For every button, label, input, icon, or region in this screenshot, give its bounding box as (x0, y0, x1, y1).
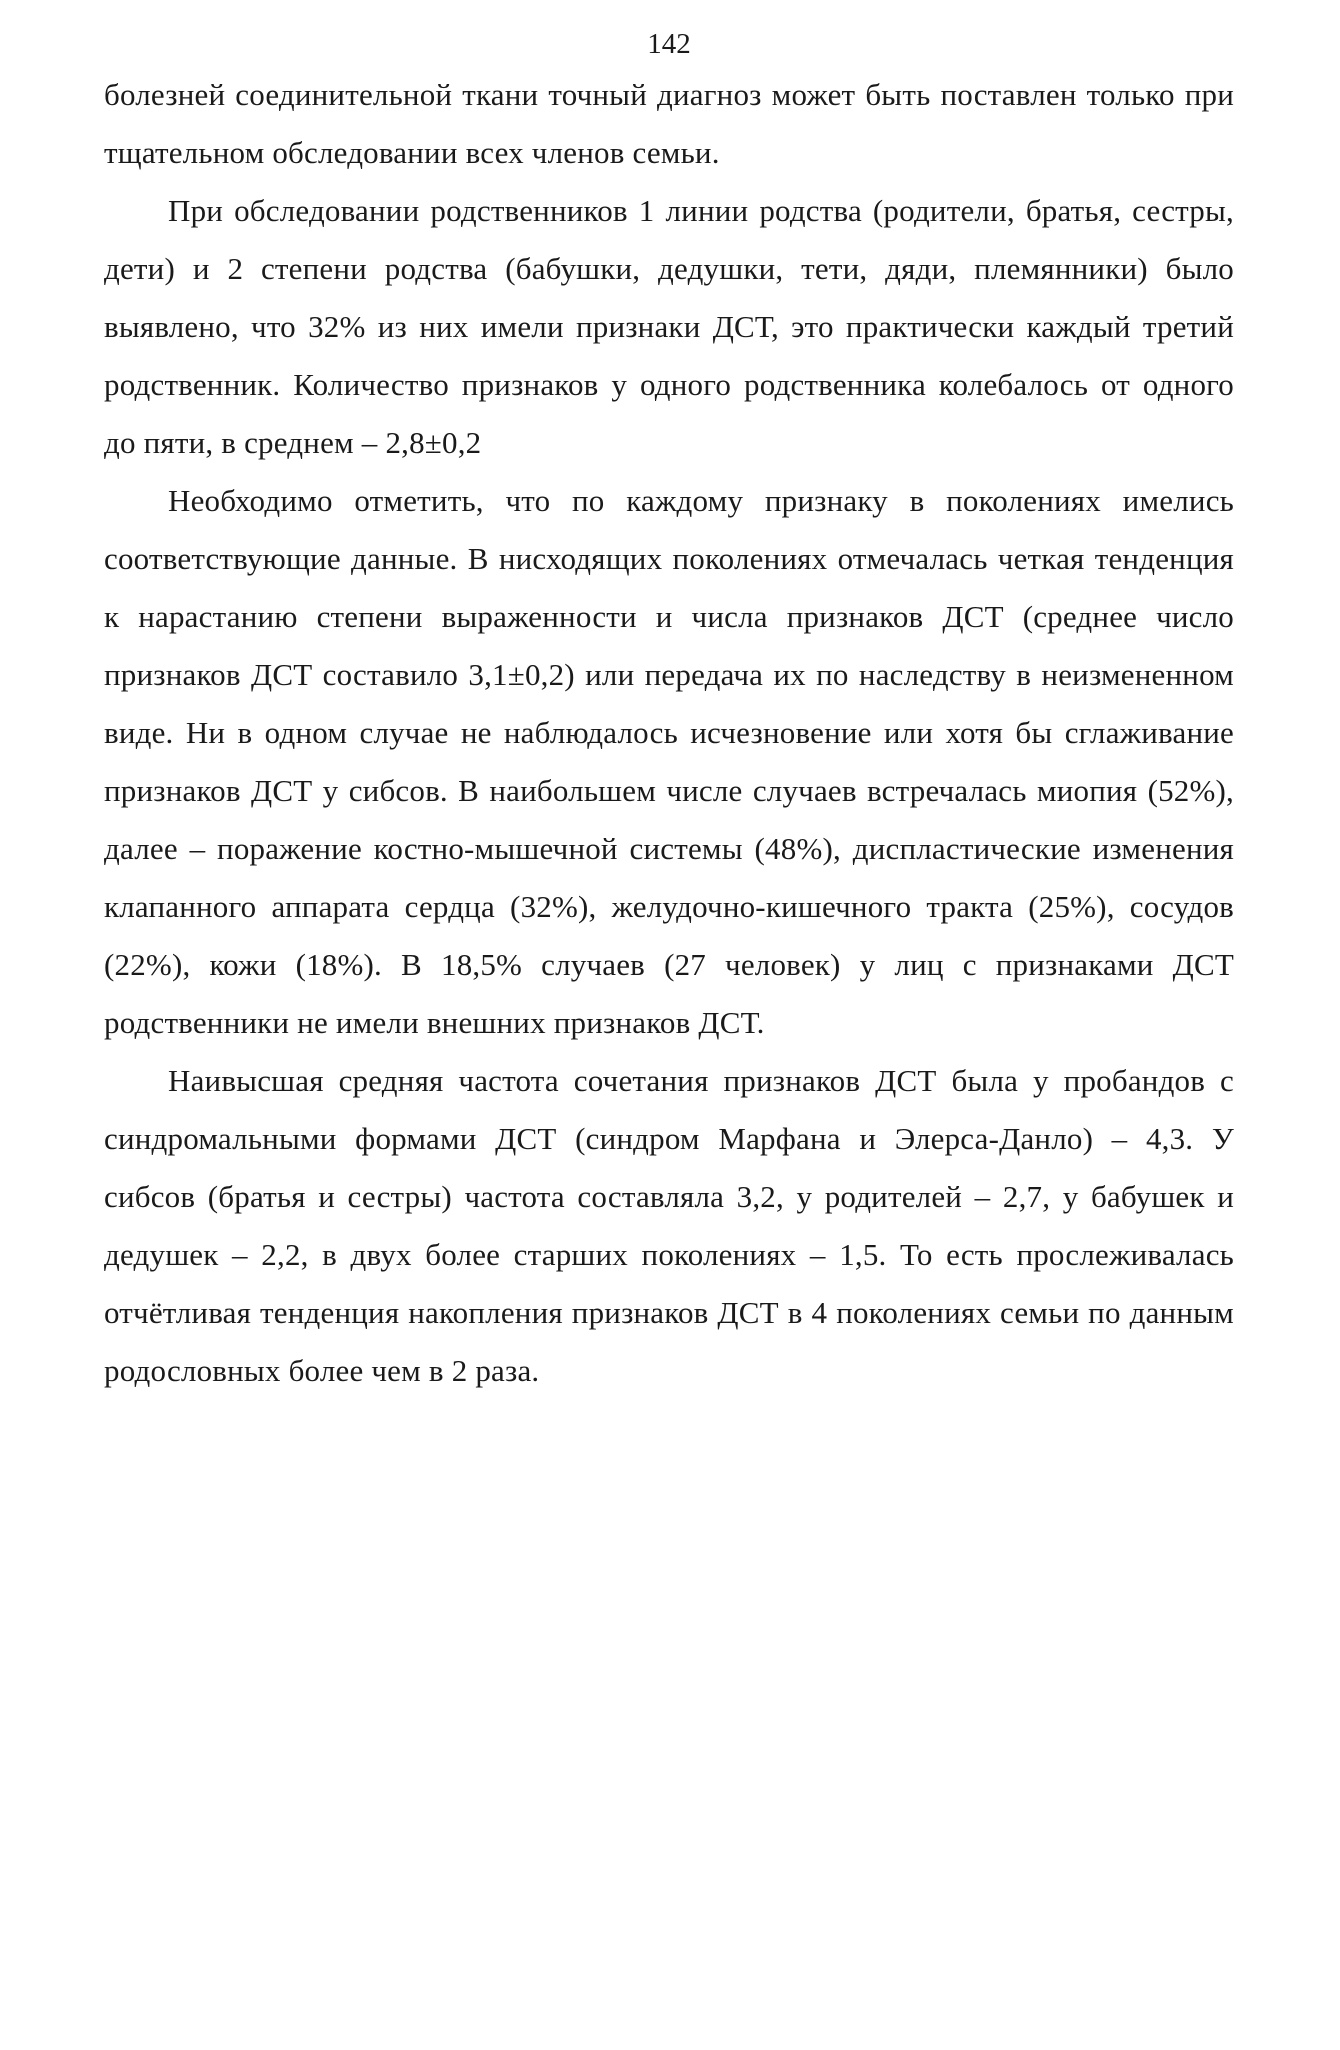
paragraph-continuation: болезней соединительной ткани точный диагноз может быть поставлен только при тщательном обследовании всех членов семьи. (104, 77, 1234, 170)
paragraph-generations: Необходимо отметить, что по каждому признаку в поколениях имелись соответствующие данные. В нисходящих поколениях отмечалась четкая тенденция к нарастанию степени выраженности и числа признаков ДСТ (среднее число признаков ДСТ составило 3,1±0,2) или передача их по наследству в неизмененном виде. Ни в одном случае не наблюдалось исчезновение или хотя бы сглаживание признаков ДСТ у сибсов. В наибольшем числе случаев встречалась миопия (52%), далее – поражение костно-мышечной системы (48%), диспластические изменения клапанного аппарата сердца (32%), желудочно-кишечного тракта (25%), сосудов (22%), кожи (18%). В 18,5% случаев (27 человек) у лиц с признаками ДСТ родственники не имели внешних признаков ДСТ. (104, 483, 1234, 1040)
document-page (104, 22, 1234, 1400)
paragraph-frequency: Наивысшая средняя частота сочетания признаков ДСТ была у пробандов с синдромальными формами ДСТ (синдром Марфана и Элерса-Данло) – 4,3. У сибсов (братья и сестры) частота составляла 3,2, у родителей – 2,7, у бабушек и дедушек – 2,2, в двух более старших поколениях – 1,5. То есть прослеживалась отчётливая тенденция накопления признаков ДСТ в 4 поколениях семьи по данным родословных более чем в 2 раза. (104, 1063, 1234, 1388)
page-number: 142 (647, 28, 691, 60)
paragraph-relatives-survey: При обследовании родственников 1 линии родства (родители, братья, сестры, дети) и 2 степени родства (бабушки, дедушки, тети, дяди, племянники) было выявлено, что 32% из них имели признаки ДСТ, это практически каждый третий родственник. Количество признаков у одного родственника колебалось от одного до пяти, в среднем – 2,8±0,2 (104, 193, 1234, 460)
